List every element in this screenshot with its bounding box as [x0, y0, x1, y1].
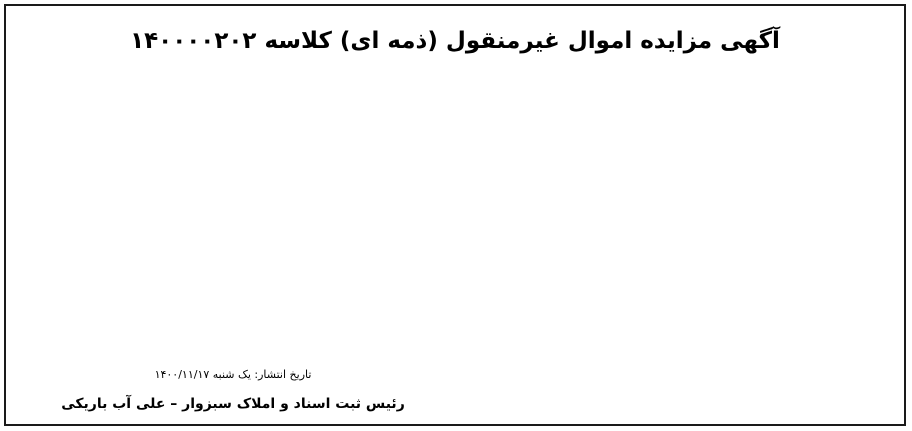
notice-body-right-column [460, 70, 892, 420]
notice-title: آگهی مزایده اموال غیرمنقول (ذمه ای) کلاسه ۱۴۰۰۰۰۲۰۲ [130, 28, 780, 54]
notice-body-left-column [18, 70, 448, 356]
signature-line: رئیس ثبت اسناد و املاک سبزوار – علی آب باریکی [61, 396, 405, 412]
auction-notice [4, 4, 906, 426]
publish-date: تاریخ انتشار: یک شنبه ۱۴۰۰/۱۱/۱۷ [154, 368, 312, 381]
